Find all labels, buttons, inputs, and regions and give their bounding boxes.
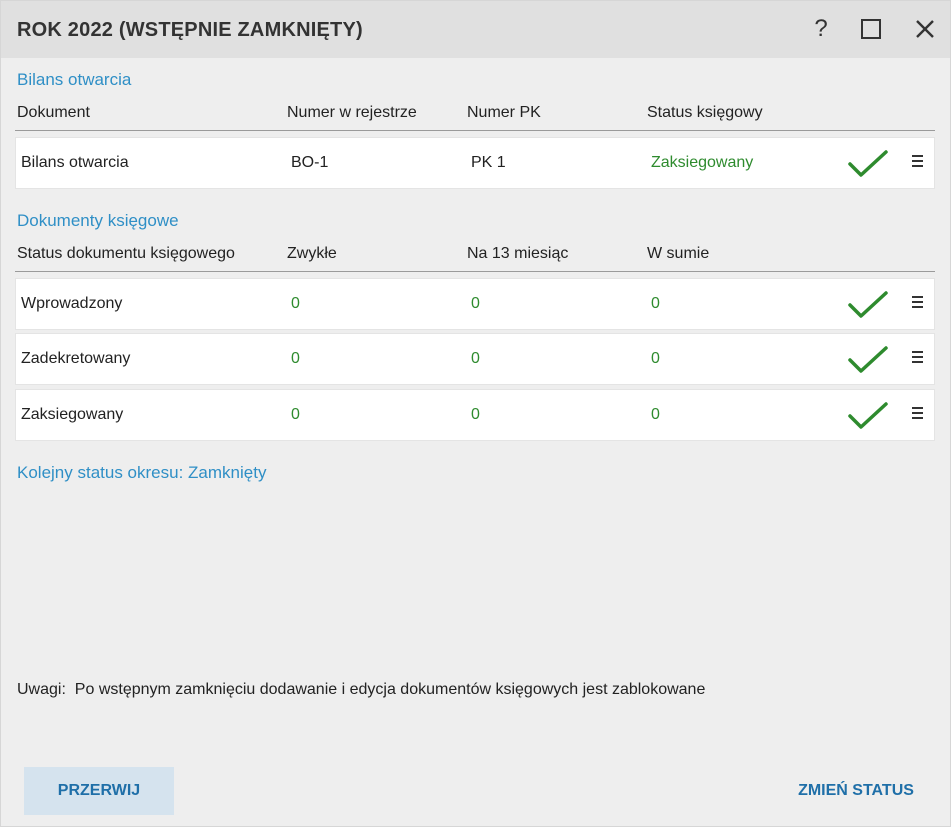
header-divider [15,130,935,131]
close-icon [914,18,936,40]
cell-register-number: BO-1 [291,154,329,171]
column-header-accounting-status: Status księgowy [647,104,763,121]
column-header-register-number: Numer w rejestrze [287,104,417,121]
row-menu-icon[interactable] [912,351,926,367]
close-button[interactable] [909,13,941,45]
help-button[interactable] [805,13,837,45]
cell-total: 0 [651,295,660,312]
maximize-button[interactable] [855,13,887,45]
cell-total: 0 [651,350,660,367]
cell-regular: 0 [291,350,300,367]
cell-regular: 0 [291,295,300,312]
cell-regular: 0 [291,406,300,423]
cell-status: Zaksiegowany [651,154,754,171]
help-icon: ? [814,15,828,42]
row-menu-icon[interactable] [912,155,926,171]
header-divider [15,271,935,272]
checkmark-icon [846,148,890,180]
cell-document-status: Zaksiegowany [21,406,124,423]
remarks-note: Uwagi: Po wstępnym zamknięciu dodawanie i edycja dokumentów księgowych jest zablokowane [17,681,706,698]
checkmark-icon [846,289,890,321]
cell-month13: 0 [471,295,480,312]
cell-total: 0 [651,406,660,423]
cell-month13: 0 [471,406,480,423]
cell-document-status: Zadekretowany [21,350,131,367]
table-row[interactable] [15,137,935,189]
column-header-regular: Zwykłe [287,245,337,262]
table-row[interactable] [15,333,935,385]
column-header-pk-number: Numer PK [467,104,541,121]
maximize-icon [860,18,882,40]
cell-pk-number: PK 1 [471,154,506,171]
column-header-total: W sumie [647,245,710,262]
checkmark-icon [846,344,890,376]
row-menu-icon[interactable] [912,296,926,312]
checkmark-icon [846,400,890,432]
table-row[interactable] [15,278,935,330]
cancel-button[interactable]: PRZERWIJ [24,767,174,815]
row-menu-icon[interactable] [912,407,926,423]
change-status-button[interactable]: ZMIEŃ STATUS [781,767,931,815]
accounting-documents-section-title: Dokumenty księgowe [17,211,179,230]
title-bar [1,1,950,58]
opening-balance-section-title: Bilans otwarcia [17,70,132,89]
cell-month13: 0 [471,350,480,367]
next-period-status: Kolejny status okresu: Zamknięty [17,463,267,482]
cell-document-status: Wprowadzony [21,295,123,312]
column-header-document: Dokument [17,104,90,121]
column-header-month13: Na 13 miesiąc [467,245,569,262]
column-header-document-status: Status dokumentu księgowego [17,245,235,262]
table-row[interactable] [15,389,935,441]
dialog-title: ROK 2022 (WSTĘPNIE ZAMKNIĘTY) [17,19,363,41]
cell-document: Bilans otwarcia [21,154,129,171]
